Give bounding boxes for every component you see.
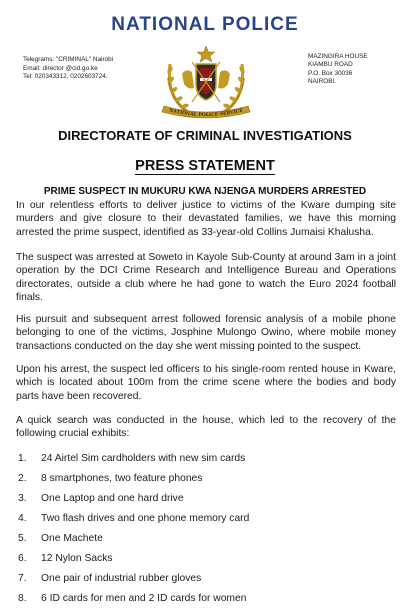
list-item: 7. One pair of industrial rubber gloves <box>18 573 202 584</box>
telegrams-line: Telegrams: "CRIMINAL" Nairobi <box>23 56 114 63</box>
list-item: 2. 8 smartphones, two feature phones <box>18 473 203 484</box>
address-line-building: MAZINGIRA HOUSE <box>308 53 368 60</box>
list-item: 1. 24 Airtel Sim cardholders with new sim cards <box>18 453 246 464</box>
police-crest-icon <box>148 44 264 120</box>
list-item: 4. Two flash drives and one phone memory card <box>18 513 250 524</box>
statement-headline: PRIME SUSPECT IN MUKURU KWA NJENGA MURDERS ARRESTED <box>43 186 367 197</box>
paragraph-arrest: The suspect was arrested at Soweto in Kayole Sub-County at around 3am in a joint operation by the DCI Crime Research and Intelligence Bureau and Operations directorates, outside a club where he had gone to watch the Euro 2024 football finals. <box>16 252 396 304</box>
email-line: Email: director @cid.go.ke <box>23 64 98 72</box>
paragraph-forensics: His pursuit and subsequent arrest followed forensic analysis of a mobile phone belonging to one of the victims, Josphine Mulongo Owino, where mobile money transactions conducted on the day she went missing pointed to the suspect. <box>16 314 396 352</box>
exhibits-list <box>18 452 398 612</box>
directorate-title: DIRECTORATE OF CRIMINAL INVESTIGATIONS <box>58 128 352 143</box>
contact-left-block <box>23 56 113 82</box>
address-line-city: NAIROBI. <box>308 78 337 86</box>
press-statement-heading <box>0 158 410 174</box>
address-line-road: KIAMBU ROAD <box>308 61 353 69</box>
list-item: 3. One Laptop and one hard drive <box>18 493 184 504</box>
list-item: 5. One Machete <box>18 533 103 544</box>
list-item: 8. 6 ID cards for men and 2 ID cards for women <box>18 593 247 604</box>
address-line-box: P.O. Box 30036 <box>308 69 353 77</box>
telephone-line: Tel: 020343312, 0202603724. <box>23 73 108 81</box>
crest-banner-text: NATIONAL POLICE SERVICE <box>168 108 244 119</box>
address-block <box>308 53 368 87</box>
press-statement-label: PRESS STATEMENT <box>135 158 275 174</box>
paragraph-intro: In our relentless efforts to deliver justice to victims of the Kware dumping site murders and give closure to their devastated families, we have this morning arrested the prime suspect, identified as 33-year-old Collins Jumaisi Khalusha. <box>16 200 396 238</box>
paragraph-search: A quick search was conducted in the house, which led to the recovery of the following crucial exhibits: <box>16 415 396 440</box>
list-item: 6. 12 Nylon Sacks <box>18 553 113 564</box>
paragraph-house: Upon his arrest, the suspect led officers to his single-room rented house in Kware, which is located about 100m from the crime scene where the bodies and body parts have been recovered. <box>16 364 396 402</box>
org-title: NATIONAL POLICE <box>111 14 299 35</box>
